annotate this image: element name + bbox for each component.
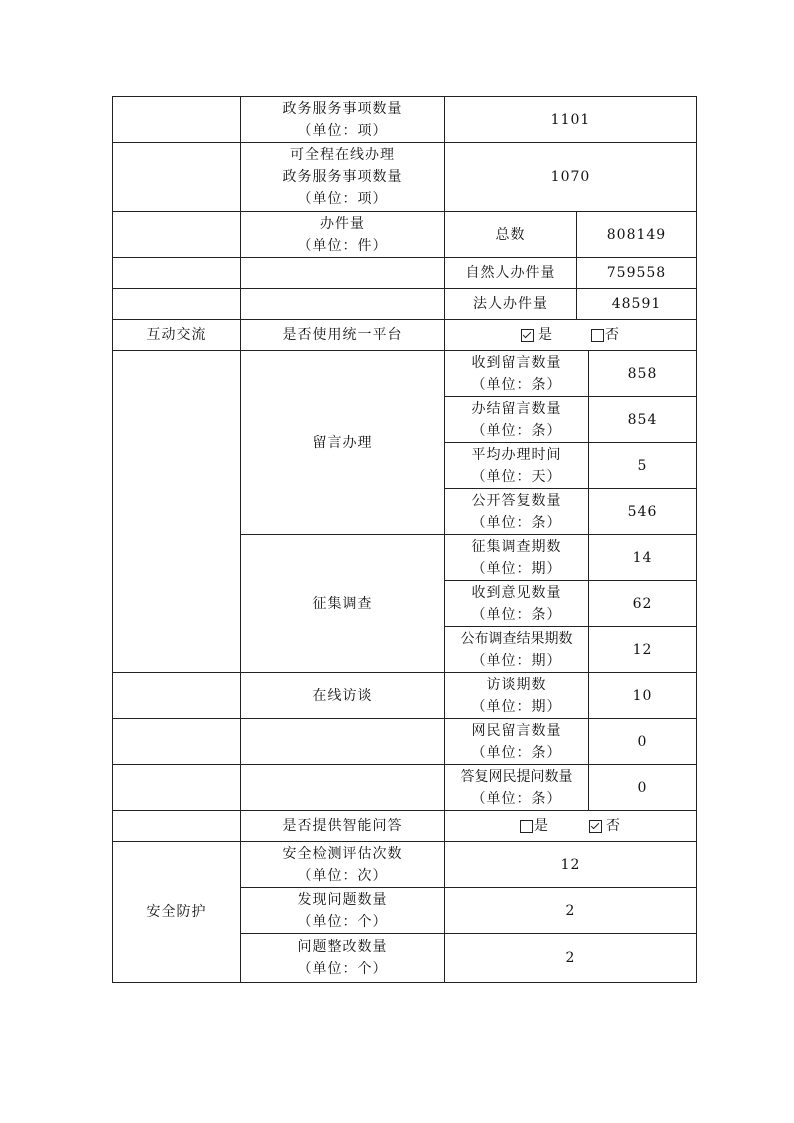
reply-value-cell bbox=[589, 765, 696, 810]
case-total-value-cell bbox=[577, 212, 696, 257]
opinions-value-cell bbox=[589, 581, 696, 626]
interview-periods-unit: （单位：期） bbox=[471, 698, 562, 715]
online-items-value-cell bbox=[445, 143, 696, 211]
done-unit: （单位：条） bbox=[471, 422, 562, 439]
interaction-section-cell bbox=[113, 320, 240, 350]
online-items-value: 1070 bbox=[550, 169, 591, 185]
online-items-unit: （单位：项） bbox=[297, 191, 388, 207]
service-items-label-cell bbox=[241, 97, 444, 142]
survey-periods-label: 征集调查期数 bbox=[471, 538, 562, 555]
received-label: 收到留言数量 bbox=[471, 354, 562, 371]
done-value-cell bbox=[589, 397, 696, 442]
eval-value-cell bbox=[445, 842, 696, 887]
smart-qa-options-cell bbox=[445, 811, 696, 841]
table-border bbox=[696, 96, 697, 983]
case-volume-label: 办件量 bbox=[320, 215, 365, 232]
survey-periods-label-cell bbox=[445, 535, 588, 580]
public-label-cell bbox=[445, 489, 588, 534]
smart-qa-no-label: 否 bbox=[606, 818, 621, 834]
public-value-cell bbox=[589, 489, 696, 534]
done-value: 854 bbox=[627, 411, 658, 428]
survey-periods-unit: （单位：期） bbox=[471, 560, 562, 577]
public-unit: （单位：条） bbox=[471, 514, 562, 531]
interview-group-cell bbox=[241, 673, 444, 718]
survey-periods-value-cell bbox=[589, 535, 696, 580]
platform-no-option[interactable] bbox=[591, 324, 620, 346]
platform-options-cell bbox=[445, 320, 696, 350]
smart-qa-label-cell bbox=[241, 811, 444, 841]
unchecked-box-icon[interactable] bbox=[591, 329, 604, 342]
avg-label-cell bbox=[445, 443, 588, 488]
case-natural-label: 自然人办件量 bbox=[465, 265, 556, 281]
opinions-value: 62 bbox=[632, 595, 653, 612]
platform-yes-label: 是 bbox=[538, 327, 553, 343]
results-unit: （单位：期） bbox=[471, 652, 562, 669]
survey-periods-value: 14 bbox=[632, 549, 653, 566]
eval-value: 12 bbox=[560, 856, 581, 873]
case-legal-label: 法人办件量 bbox=[473, 296, 548, 312]
netizen-label-cell bbox=[445, 719, 588, 764]
smart-qa-no-option[interactable] bbox=[589, 815, 621, 837]
opinions-unit: （单位：条） bbox=[471, 606, 562, 623]
survey-group-label: 征集调查 bbox=[312, 595, 373, 612]
found-unit: （单位：个） bbox=[297, 913, 388, 930]
received-unit: （单位：条） bbox=[471, 376, 562, 393]
case-natural-label-cell bbox=[445, 258, 576, 288]
platform-no-label: 否 bbox=[605, 327, 620, 343]
interview-periods-label: 访谈期数 bbox=[486, 676, 547, 693]
service-items-value-cell bbox=[445, 97, 696, 142]
interview-group-label: 在线访谈 bbox=[312, 687, 373, 704]
opinions-label-cell bbox=[445, 581, 588, 626]
online-items-label1: 可全程在线办理 bbox=[290, 147, 395, 163]
case-volume-unit: （单位：件） bbox=[297, 237, 388, 254]
reply-label-cell bbox=[445, 765, 588, 810]
reply-value: 0 bbox=[637, 779, 648, 796]
received-value: 858 bbox=[627, 365, 658, 382]
eval-unit: （单位：次） bbox=[297, 867, 388, 884]
found-label-cell bbox=[241, 888, 444, 933]
results-value-cell bbox=[589, 627, 696, 672]
done-label: 办结留言数量 bbox=[471, 400, 562, 417]
interaction-section-label: 互动交流 bbox=[146, 327, 207, 343]
public-value: 546 bbox=[627, 503, 658, 520]
checked-box-icon[interactable] bbox=[589, 820, 602, 833]
fixed-value-cell bbox=[445, 934, 696, 982]
security-section-cell bbox=[113, 842, 240, 982]
found-label: 发现问题数量 bbox=[297, 891, 388, 908]
case-total-label-cell bbox=[445, 212, 576, 257]
survey-group-cell bbox=[241, 535, 444, 672]
smart-qa-yes-option[interactable] bbox=[520, 815, 549, 837]
security-section-label: 安全防护 bbox=[146, 904, 207, 920]
fixed-label-cell bbox=[241, 934, 444, 982]
received-label-cell bbox=[445, 351, 588, 396]
messages-group-label: 留言办理 bbox=[312, 434, 373, 451]
service-items-value: 1101 bbox=[550, 111, 591, 128]
case-total-value: 808149 bbox=[606, 226, 667, 243]
netizen-label: 网民留言数量 bbox=[471, 722, 562, 739]
eval-label-cell bbox=[241, 842, 444, 887]
fixed-value: 2 bbox=[565, 950, 576, 966]
public-label: 公开答复数量 bbox=[471, 492, 562, 509]
online-items-label2: 政务服务事项数量 bbox=[282, 169, 403, 185]
case-total-label: 总数 bbox=[495, 226, 526, 243]
avg-value: 5 bbox=[637, 457, 648, 474]
smart-qa-yes-label: 是 bbox=[534, 818, 549, 834]
messages-group-cell bbox=[241, 351, 444, 534]
service-items-label: 政务服务事项数量 bbox=[282, 100, 403, 117]
service-items-unit: （单位：项） bbox=[297, 122, 388, 139]
interview-periods-value: 10 bbox=[632, 687, 653, 704]
table-border bbox=[112, 982, 696, 983]
reply-label: 答复网民提问数量 bbox=[460, 768, 573, 785]
smart-qa-label: 是否提供智能问答 bbox=[282, 818, 403, 834]
avg-unit: （单位：天） bbox=[471, 468, 562, 485]
fixed-label: 问题整改数量 bbox=[297, 939, 388, 955]
platform-label-cell bbox=[241, 320, 444, 350]
unchecked-box-icon[interactable] bbox=[520, 820, 533, 833]
netizen-unit: （单位：条） bbox=[471, 744, 562, 761]
checked-box-icon[interactable] bbox=[521, 329, 534, 342]
avg-value-cell bbox=[589, 443, 696, 488]
case-legal-value-cell bbox=[577, 289, 696, 319]
done-label-cell bbox=[445, 397, 588, 442]
interview-periods-label-cell bbox=[445, 673, 588, 718]
case-legal-label-cell bbox=[445, 289, 576, 319]
results-label: 公布调查结果期数 bbox=[460, 630, 573, 647]
netizen-value-cell bbox=[589, 719, 696, 764]
platform-yes-option[interactable] bbox=[521, 324, 553, 346]
case-natural-value: 759558 bbox=[606, 265, 667, 281]
fixed-unit: （单位：个） bbox=[297, 961, 388, 977]
eval-label: 安全检测评估次数 bbox=[282, 845, 403, 862]
online-items-label-cell bbox=[241, 143, 444, 211]
avg-label: 平均办理时间 bbox=[471, 446, 562, 463]
case-natural-value-cell bbox=[577, 258, 696, 288]
found-value: 2 bbox=[565, 902, 576, 919]
interview-periods-value-cell bbox=[589, 673, 696, 718]
found-value-cell bbox=[445, 888, 696, 933]
case-volume-label-cell bbox=[241, 212, 444, 257]
received-value-cell bbox=[589, 351, 696, 396]
results-label-cell bbox=[445, 627, 588, 672]
netizen-value: 0 bbox=[637, 733, 648, 750]
platform-label: 是否使用统一平台 bbox=[282, 327, 403, 343]
case-legal-value: 48591 bbox=[611, 296, 662, 312]
results-value: 12 bbox=[632, 641, 653, 658]
reply-unit: （单位：条） bbox=[471, 790, 562, 807]
opinions-label: 收到意见数量 bbox=[471, 584, 562, 601]
